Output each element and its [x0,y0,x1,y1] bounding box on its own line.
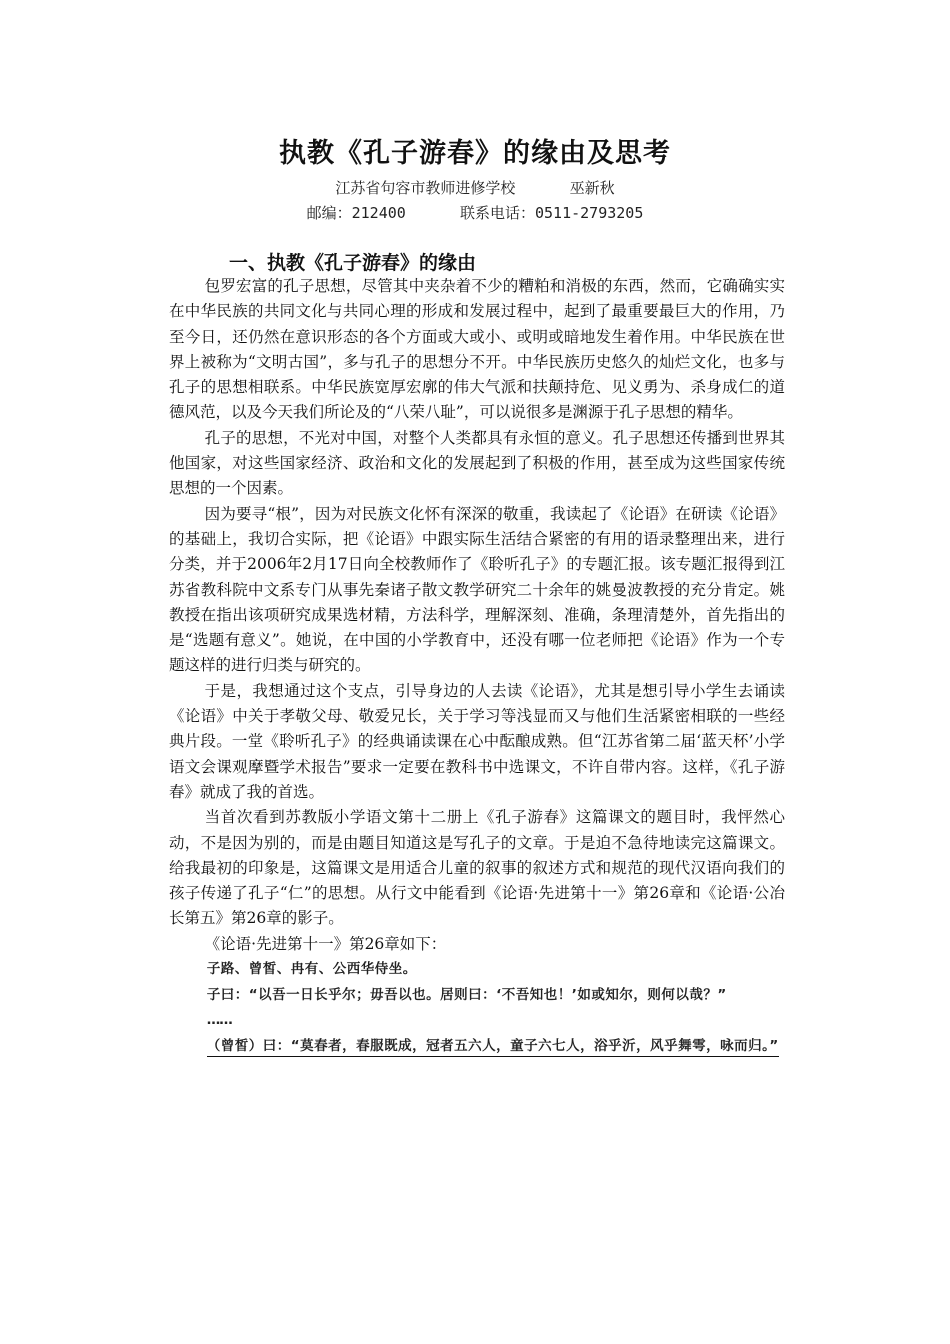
quote-line-underlined [169,1034,785,1060]
quote-line: 子曰：“以吾一日长乎尔；毋吾以也。居则曰：‘不吾知也！’如或知尔，则何以哉？” [206,986,727,1003]
ellipsis-text: …… [206,1012,232,1029]
quote-intro: 《论语·先进第十一》第26章如下： [204,934,447,953]
classical-quote [169,957,785,1059]
paragraph: 于是，我想通过这个支点，引导身边的人去读《论语》，尤其是想引导小学生去诵读《论语》中关于孝敬父母、敬爱兄长，关于学习等浅显而又与他们生活紧密相联的一些经典片段。一堂《聆听孔子》的经典诵读课在心中酝酿成熟。但“江苏省第二届‘蓝天杯’小学语文会课观摩暨学术报告”要求一定要在教科书中选课文，不许自带内容。这样，《孔子游春》就成了我的首选。 [169,681,785,801]
quote-line: 子路、曾皙、冉有、公西华侍坐。 [206,961,417,978]
quote-ellipsis [169,1008,785,1034]
author-line: 江苏省句容市教师进修学校 巫新秋 [335,179,615,197]
paragraph: 包罗宏富的孔子思想，尽管其中夹杂着不少的糟粕和消极的东西，然而，它确确实实在中华民族的共同文化与共同心理的形成和发展过程中，起到了最重要最巨大的作用，乃至今日，还仍然在意识形态的各个方面或大或小、或明或暗地发生着作用。中华民族在世界上被称为“文明古国”，多与孔子的思想分不开。中华民族历史悠久的灿烂文化，也多与孔子的思想相联系。中华民族宽厚宏廓的伟大气派和扶颠持危、见义勇为、杀身成仁的道德风范，以及今天我们所论及的“八荣八耻”，可以说很多是渊源于孔子思想的精华。 [169,277,785,422]
document-title: 执教《孔子游春》的缘由及思考 [279,138,671,169]
paragraph: 当首次看到苏教版小学语文第十二册上《孔子游春》这篇课文的题目时，我怦然心动，不是因为别的，而是由题目知道这是写孔子的文章。于是迫不急待地读完这篇课文。给我最初的印象是，这篇课文是用适合儿童的叙事的叙述方式和规范的现代汉语向我们的孩子传递了孔子“仁”的思想。从行文中能看到《论语·先进第十一》第26章和《论语·公冶长第五》第26章的影子。 [169,808,785,928]
paragraph: 孔子的思想，不光对中国，对整个人类都具有永恒的意义。孔子思想还传播到世界其他国家，对这些国家经济、政治和文化的发展起到了积极的作用，甚至成为这些国家传统思想的一个因素。 [169,428,785,498]
paragraph: 因为要寻“根”，因为对民族文化怀有深深的敬重，我读起了《论语》在研读《论语》的基础上，我切合实际，把《论语》中跟实际生活结合紧密的有用的语录整理出来，进行分类，并于2006年2月17日向全校教师作了《聆听孔子》的专题汇报。该专题汇报得到江苏省教科院中文系专门从事先秦诸子散文教学研究二十余年的姚曼波教授的充分肯定。姚教授在指出该项研究成果选材精，方法科学，理解深刻、准确，条理清楚外，首先指出的是“选题有意义”。她说，在中国的小学教育中，还没有哪一位老师把《论语》作为一个专题这样的进行归类与研究的。 [169,504,785,675]
document-body [169,274,785,1059]
underlined-quote-text: （曾皙）曰：“莫春者，春服既成，冠者五六人，童子六七人，浴乎沂，风乎舞雩，咏而归。” [207,1038,779,1057]
section-heading: 一、执教《孔子游春》的缘由 [229,252,477,274]
contact-line: 邮编：212400 联系电话：0511-2793205 [306,204,644,222]
